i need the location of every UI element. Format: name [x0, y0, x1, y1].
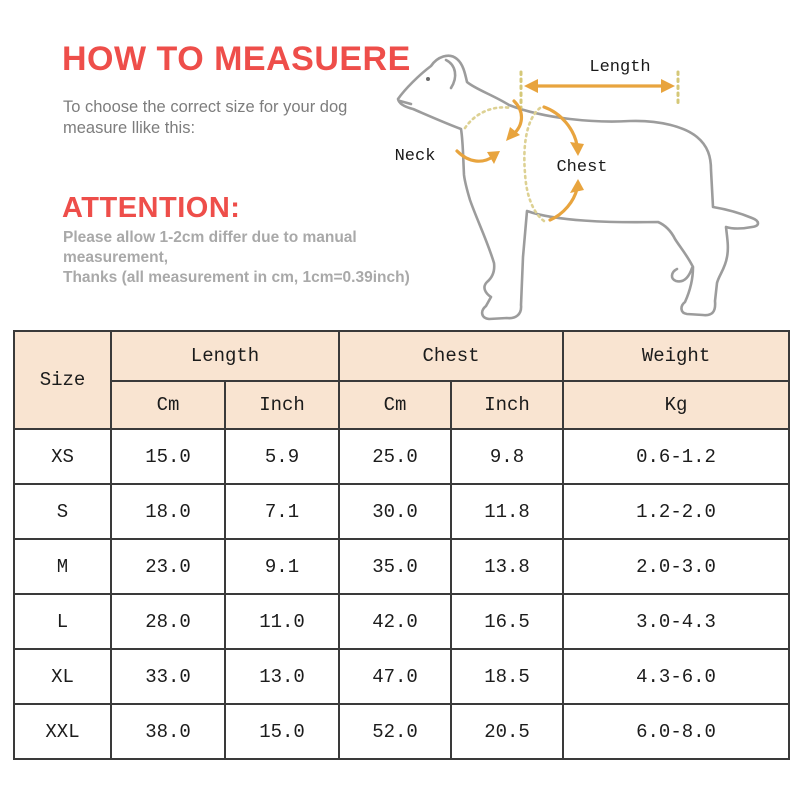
- col-header-size: Size: [14, 331, 111, 429]
- length-guide-lines: [521, 72, 678, 108]
- chest-dashed-arc: [524, 108, 544, 221]
- cell-chest-cm: 30.0: [339, 484, 451, 539]
- chest-arrow-bottom: [550, 189, 577, 220]
- cell-chest-cm: 35.0: [339, 539, 451, 594]
- col-group-weight: Weight: [563, 331, 789, 381]
- cell-length-cm: 28.0: [111, 594, 225, 649]
- cell-chest-inch: 20.5: [451, 704, 563, 759]
- col-header-weight-kg: Kg: [563, 381, 789, 429]
- cell-chest-inch: 16.5: [451, 594, 563, 649]
- intro-text: [63, 97, 363, 139]
- cell-chest-inch: 11.8: [451, 484, 563, 539]
- cell-weight-kg: 0.6-1.2: [563, 429, 789, 484]
- length-arrowhead-right: [661, 79, 675, 93]
- dog-eye: [426, 77, 430, 81]
- table-row-m: [14, 539, 789, 594]
- chest-arrowhead-top: [570, 142, 584, 156]
- cell-size: L: [14, 594, 111, 649]
- cell-size: M: [14, 539, 111, 594]
- col-group-length: Length: [111, 331, 339, 381]
- intro-line-2: measure llike this:: [63, 119, 196, 137]
- col-header-chest-inch: Inch: [451, 381, 563, 429]
- attention-note-line-1: Please allow 1-2cm differ due to manual measurement,: [63, 229, 357, 266]
- cell-length-cm: 23.0: [111, 539, 225, 594]
- cell-length-cm: 33.0: [111, 649, 225, 704]
- col-header-chest-cm: Cm: [339, 381, 451, 429]
- cell-chest-inch: 13.8: [451, 539, 563, 594]
- table-row-xl: [14, 649, 789, 704]
- cell-length-inch: 15.0: [225, 704, 339, 759]
- cell-chest-cm: 42.0: [339, 594, 451, 649]
- cell-chest-cm: 25.0: [339, 429, 451, 484]
- dog-second-rear-paw-path: [672, 268, 692, 281]
- cell-length-inch: 5.9: [225, 429, 339, 484]
- cell-weight-kg: 6.0-8.0: [563, 704, 789, 759]
- table-row-xxl: [14, 704, 789, 759]
- cell-size: XL: [14, 649, 111, 704]
- col-header-length-inch: Inch: [225, 381, 339, 429]
- cell-length-inch: 7.1: [225, 484, 339, 539]
- cell-chest-cm: 47.0: [339, 649, 451, 704]
- cell-size: XS: [14, 429, 111, 484]
- intro-line-1: To choose the correct size for your dog: [63, 98, 348, 116]
- chest-arrow-top: [544, 107, 577, 145]
- cell-length-cm: 38.0: [111, 704, 225, 759]
- size-chart-header: [14, 331, 789, 429]
- length-arrowhead-left: [524, 79, 538, 93]
- col-group-chest: Chest: [339, 331, 563, 381]
- length-label: Length: [589, 58, 651, 77]
- table-row-l: [14, 594, 789, 649]
- dog-measure-diagram: [375, 15, 795, 335]
- cell-weight-kg: 1.2-2.0: [563, 484, 789, 539]
- table-row-xs: [14, 429, 789, 484]
- chest-label: Chest: [556, 158, 608, 177]
- chest-arrowhead-bottom: [570, 179, 584, 193]
- cell-length-cm: 18.0: [111, 484, 225, 539]
- attention-title: ATTENTION:: [62, 192, 241, 224]
- col-header-length-cm: Cm: [111, 381, 225, 429]
- neck-dashed-arc: [465, 107, 511, 128]
- dashed-measure-arcs: [465, 107, 544, 221]
- cell-weight-kg: 3.0-4.3: [563, 594, 789, 649]
- cell-size: S: [14, 484, 111, 539]
- page-title: HOW TO MEASUERE: [62, 40, 411, 78]
- size-chart-body: [14, 429, 789, 759]
- cell-weight-kg: 4.3-6.0: [563, 649, 789, 704]
- table-row-s: [14, 484, 789, 539]
- attention-note-line-2: Thanks (all measurement in cm, 1cm=0.39inch): [63, 269, 410, 286]
- size-chart-table: [13, 330, 790, 760]
- header-group-row: [14, 331, 789, 381]
- cell-chest-inch: 18.5: [451, 649, 563, 704]
- dog-ear-path: [446, 60, 455, 88]
- cell-length-inch: 13.0: [225, 649, 339, 704]
- header-sub-row: [14, 381, 789, 429]
- cell-length-inch: 11.0: [225, 594, 339, 649]
- cell-chest-cm: 52.0: [339, 704, 451, 759]
- cell-chest-inch: 9.8: [451, 429, 563, 484]
- neck-label: Neck: [394, 147, 436, 166]
- cell-length-cm: 15.0: [111, 429, 225, 484]
- cell-length-inch: 9.1: [225, 539, 339, 594]
- cell-weight-kg: 2.0-3.0: [563, 539, 789, 594]
- cell-size: XXL: [14, 704, 111, 759]
